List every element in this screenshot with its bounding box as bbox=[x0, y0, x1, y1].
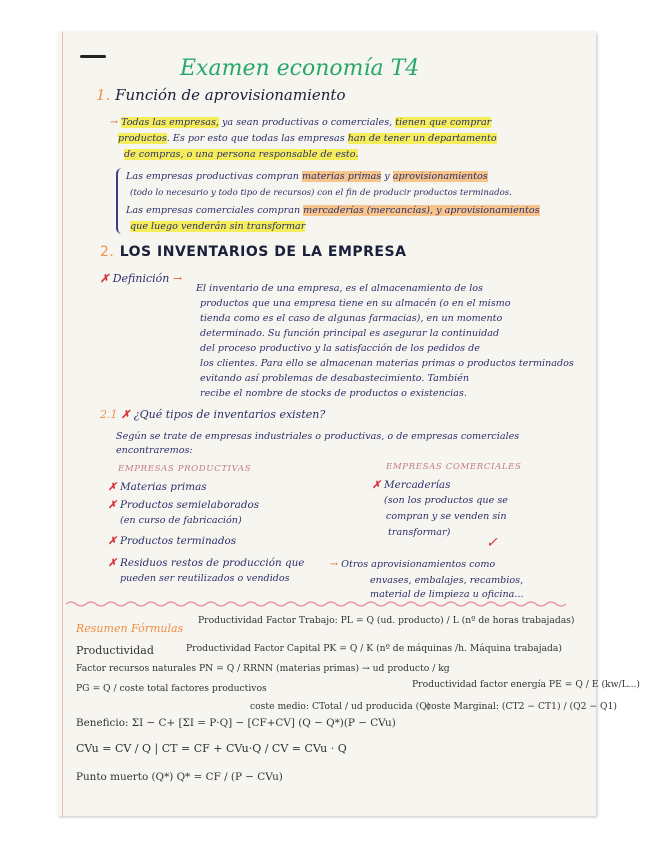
section-1-number: 1. bbox=[96, 86, 111, 104]
productive-heading: EMPRESAS PRODUCTIVAS bbox=[118, 464, 252, 474]
s1-p1-b: ya sean productivas o comerciales, bbox=[218, 117, 396, 128]
right-extra-1 bbox=[330, 558, 495, 572]
s1-p1-e: . Es por esto que todas las empresas bbox=[166, 133, 348, 144]
s21-intro-2: encontraremos: bbox=[116, 445, 193, 456]
s1-line-2 bbox=[118, 132, 497, 146]
section-2-1-question: ¿Qué tipos de inventarios existen? bbox=[133, 408, 326, 421]
section-2-1-number: 2.1 bbox=[100, 408, 118, 421]
x-bullet-icon: ✗ bbox=[372, 479, 381, 491]
formula-8: Beneficio: ΣI − C+ [ΣI = P·Q] − [CF+CV] (Q − Q*)(P − CVu) bbox=[76, 717, 396, 729]
page-corner-mark bbox=[80, 55, 106, 58]
s1-line-1 bbox=[110, 116, 491, 130]
arrow-icon: → bbox=[330, 559, 339, 570]
left-item-2 bbox=[108, 498, 259, 512]
definition-label bbox=[100, 272, 182, 286]
left-item-1-text: Materias primas bbox=[120, 481, 207, 493]
definition-line: los clientes. Para ello se almacenan materias primas o productos terminados bbox=[200, 358, 574, 369]
section-2-1-heading bbox=[100, 408, 325, 422]
margin-rule bbox=[62, 32, 63, 816]
right-item-1b: (son los productos que se bbox=[384, 495, 508, 506]
s1-p1-g: de compras, o una persona responsable de esto. bbox=[124, 149, 359, 160]
s1-b1-b: materias primas bbox=[302, 171, 382, 182]
definition-line: determinado. Su función principal es asegurar la continuidad bbox=[200, 328, 500, 339]
s1-b1-a: Las empresas productivas compran bbox=[126, 171, 303, 182]
s1-b2-a: Las empresas comerciales compran bbox=[126, 205, 304, 216]
left-item-2-text: Productos semielaborados bbox=[120, 499, 260, 511]
x-bullet-icon: ✗ bbox=[108, 535, 117, 547]
definition-line: recibe el nombre de stocks de productos o existencias. bbox=[200, 388, 467, 399]
left-item-2b: (en curso de fabricación) bbox=[120, 515, 242, 526]
s1-b2-c: que luego venderán sin transformar bbox=[130, 221, 306, 232]
x-bullet-icon: ✗ bbox=[108, 499, 117, 511]
formula-10: Punto muerto (Q*) Q* = CF / (P − CVu) bbox=[76, 771, 283, 783]
section-2-heading bbox=[100, 244, 406, 260]
s1-b2-b: mercaderías (mercancías), y aprovisionamientos bbox=[303, 205, 540, 216]
page-title: Examen economía T4 bbox=[180, 56, 420, 81]
check-mark-icon: ✓ bbox=[486, 535, 498, 551]
s1-p1-a: Todas las empresas, bbox=[121, 117, 219, 128]
x-bullet-icon: ✗ bbox=[121, 408, 131, 421]
s1-b2-line-1 bbox=[126, 204, 540, 218]
left-item-3 bbox=[108, 534, 236, 548]
definition-line: El inventario de una empresa, es el almacenamiento de los bbox=[196, 283, 483, 294]
formula-1: Productividad Factor Trabajo: PL = Q (ud. producto) / L (nº de horas trabajadas) bbox=[198, 615, 575, 626]
s1-p1-c: tienen que comprar bbox=[395, 117, 492, 128]
section-divider bbox=[66, 600, 566, 608]
left-item-4 bbox=[108, 556, 304, 570]
s1-b1-line-1 bbox=[126, 170, 488, 184]
formula-2: Productividad Factor Capital PK = Q / K (nº de máquinas /h. Máquina trabajada) bbox=[186, 643, 562, 654]
s1-p1-f: han de tener un departamento bbox=[347, 133, 497, 144]
x-bullet-icon: ✗ bbox=[108, 481, 117, 493]
s1-b1-c: y bbox=[381, 171, 393, 182]
bracket-icon bbox=[116, 168, 126, 234]
commercial-heading: EMPRESAS COMERCIALES bbox=[386, 462, 522, 472]
definition-line: tienda como es el caso de algunas farmacias), en un momento bbox=[200, 313, 503, 324]
definition-line: del proceso productivo y la satisfacción de los pedidos de bbox=[200, 343, 480, 354]
right-item-1c: compran y se venden sin bbox=[386, 511, 507, 522]
formula-prod-label: Productividad bbox=[76, 644, 154, 657]
definition-line: evitando así problemas de desabastecimiento. También bbox=[200, 373, 470, 384]
formula-3: Factor recursos naturales PN = Q / RRNN (materias primas) → ud producto / kg bbox=[76, 663, 450, 674]
formula-5: PG = Q / coste total factores productivos bbox=[76, 683, 267, 694]
s1-b1-d: aprovisionamientos bbox=[392, 171, 488, 182]
left-item-1 bbox=[108, 480, 207, 494]
s1-line-3 bbox=[124, 148, 358, 162]
right-extra-3: material de limpieza u oficina... bbox=[370, 589, 524, 600]
right-item-1d: transformar) bbox=[388, 527, 451, 538]
x-bullet-icon: ✗ bbox=[108, 557, 117, 569]
right-extra-2: envases, embalajes, recambios, bbox=[370, 575, 524, 586]
s1-p1-d: productos bbox=[118, 133, 167, 144]
formula-4: Productividad factor energía PE = Q / E (kw/L...) bbox=[412, 679, 641, 690]
section-2-title: LOS INVENTARIOS DE LA EMPRESA bbox=[119, 244, 407, 260]
left-item-3-text: Productos terminados bbox=[120, 535, 237, 547]
left-item-4b: pueden ser reutilizados o vendidos bbox=[120, 573, 290, 584]
left-item-4-text: Residuos restos de producción que bbox=[120, 557, 305, 569]
right-item-1 bbox=[372, 478, 450, 492]
formula-7: coste Marginal: (CT2 − CT1) / (Q2 − Q1) bbox=[426, 701, 617, 712]
section-1-title: Función de aprovisionamiento bbox=[115, 86, 346, 104]
formulas-heading: Resumen Fórmulas bbox=[76, 622, 184, 635]
right-item-1-text: Mercaderías bbox=[384, 479, 451, 491]
formula-9: CVu = CV / Q | CT = CF + CVu·Q / CV = CVu · Q bbox=[76, 742, 347, 755]
section-2-number: 2. bbox=[100, 244, 115, 260]
s1-b2-line-2 bbox=[130, 220, 305, 234]
definition-line: productos que una empresa tiene en su almacén (o en el mismo bbox=[200, 298, 511, 309]
right-extra-1-text: Otros aprovisionamientos como bbox=[341, 559, 496, 570]
definition-title: Definición bbox=[112, 272, 170, 285]
s21-intro-1: Según se trate de empresas industriales o productivas, o de empresas comerciales bbox=[116, 431, 520, 442]
section-1-heading bbox=[96, 86, 346, 104]
arrow-icon: → bbox=[110, 117, 119, 128]
arrow-icon: → bbox=[172, 272, 183, 285]
formula-6: coste medio: CTotal / ud producida (Q) bbox=[250, 701, 431, 712]
s1-b1-line-2: (todo lo necesario y todo tipo de recursos) con el fin de producir productos terminados. bbox=[130, 188, 512, 198]
x-bullet-icon: ✗ bbox=[100, 272, 110, 285]
